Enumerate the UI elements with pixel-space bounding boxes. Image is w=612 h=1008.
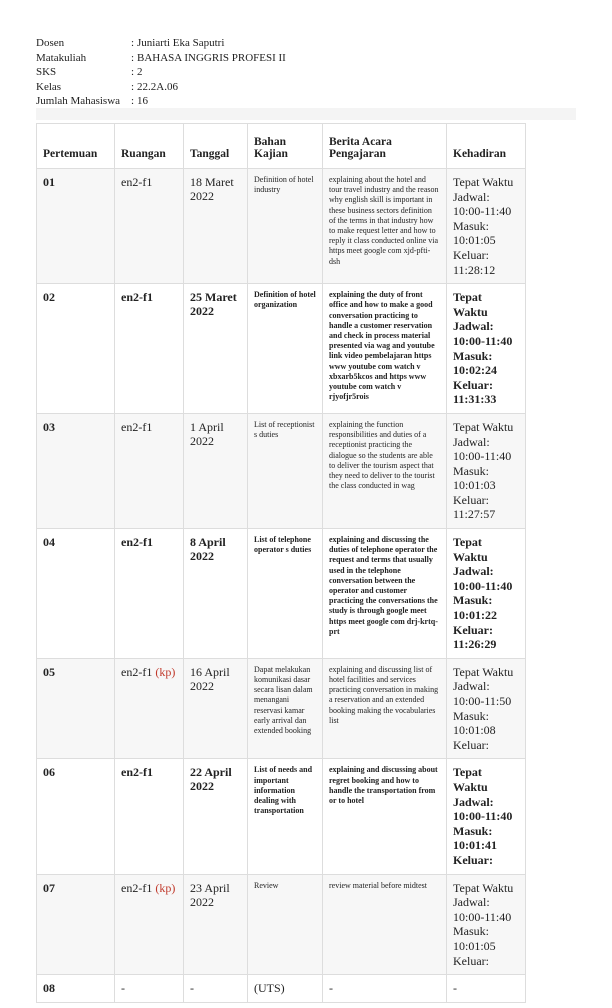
info-row-kelas: Kelas : 22.2A.06 <box>36 80 178 93</box>
cell-berita-acara: - <box>323 975 447 1003</box>
cell-tanggal: 8 April 2022 <box>184 529 248 659</box>
keluar-text: Keluar: 11:26:29 <box>453 622 497 652</box>
table-row <box>37 413 526 528</box>
jadwal-text: Jadwal: 10:00-11:40 <box>453 189 512 219</box>
jadwal-text: Jadwal: 10:00-11:40 <box>453 794 513 824</box>
cell-berita-acara: review material before midtest <box>323 874 447 975</box>
table-row <box>37 975 526 1003</box>
cell-kehadiran <box>447 759 526 874</box>
status-text: Tepat Waktu <box>453 765 488 794</box>
cell-bahan-kajian: List of telephone operator s duties <box>248 529 323 659</box>
room-label: en2-f1 <box>121 175 153 189</box>
info-row-matakuliah: Matakuliah : BAHASA INGGRIS PROFESI II <box>36 51 286 64</box>
cell-bahan-kajian: Review <box>248 874 323 975</box>
status-text: Tepat Waktu <box>453 535 488 564</box>
cell-pertemuan: 07 <box>37 874 115 975</box>
cell-kehadiran <box>447 169 526 284</box>
jadwal-text: Jadwal: 10:00-11:40 <box>453 564 513 593</box>
table-row <box>37 658 526 759</box>
cell-ruangan <box>115 759 184 874</box>
divider-strip <box>36 108 576 120</box>
cell-ruangan <box>115 975 184 1003</box>
header-pertemuan: Pertemuan <box>37 124 115 169</box>
table-row <box>37 759 526 874</box>
cell-kehadiran <box>447 284 526 414</box>
info-value: 16 <box>137 95 148 107</box>
cell-berita-acara: explaining and discussing the duties of telephone operator the request and terms that usually used in the telephone conversation between the operator and customer practicing the conversations the study is through google meet https meet google com drj-krtq-prt <box>323 529 447 659</box>
jadwal-text: Jadwal: 10:00-11:40 <box>453 895 512 924</box>
cell-tanggal: - <box>184 975 248 1003</box>
keluar-text: Keluar: <box>453 953 489 968</box>
cell-ruangan <box>115 874 184 975</box>
masuk-text: Masuk: 10:01:22 <box>453 593 497 623</box>
info-label: SKS <box>36 66 57 78</box>
keluar-text: Keluar: 11:28:12 <box>453 247 496 277</box>
masuk-text: Masuk: 10:02:24 <box>453 348 497 378</box>
cell-ruangan <box>115 169 184 284</box>
header-tanggal: Tanggal <box>184 124 248 169</box>
status-text: Tepat Waktu <box>453 175 514 189</box>
kp-badge: (kp) <box>155 880 176 895</box>
masuk-text: Masuk: 10:01:03 <box>453 463 496 493</box>
cell-pertemuan: 05 <box>37 658 115 759</box>
room-label: en2-f1 <box>121 535 153 550</box>
cell-bahan-kajian: (UTS) <box>248 975 323 1003</box>
table-row <box>37 284 526 414</box>
room-label: en2-f1 <box>121 290 153 305</box>
masuk-text: Masuk: 10:01:05 <box>453 218 496 248</box>
info-row-sks: SKS : 2 <box>36 66 143 78</box>
header-ruangan: Ruangan <box>115 124 184 169</box>
attendance-table <box>36 123 526 1003</box>
cell-berita-acara: explaining and discussing list of hotel facilities and services practicing conversation in making a reservation and an extended booking making the vocabularies list <box>323 658 447 759</box>
keluar-text: Keluar: <box>453 737 489 752</box>
cell-pertemuan: 04 <box>37 529 115 659</box>
info-value: Juniarti Eka Saputri <box>137 37 225 49</box>
cell-tanggal: 18 Maret 2022 <box>184 169 248 284</box>
cell-kehadiran <box>447 413 526 528</box>
status-text: - <box>453 981 457 996</box>
cell-ruangan <box>115 529 184 659</box>
info-row-jumlah-mahasiswa: Jumlah Mahasiswa : 16 <box>36 95 148 107</box>
table-header-row <box>37 124 526 169</box>
kp-badge: (kp) <box>155 664 176 679</box>
cell-bahan-kajian: Definition of hotel organization <box>248 284 323 414</box>
cell-tanggal: 16 April 2022 <box>184 658 248 759</box>
header-berita-acara: Berita Acara Pengajaran <box>323 124 447 169</box>
table-row <box>37 169 526 284</box>
info-label: Matakuliah <box>36 51 87 64</box>
cell-tanggal: 23 April 2022 <box>184 874 248 975</box>
masuk-text: Masuk: 10:01:08 <box>453 708 496 738</box>
status-text: Tepat Waktu <box>453 880 514 895</box>
cell-pertemuan: 06 <box>37 759 115 874</box>
cell-kehadiran <box>447 874 526 975</box>
info-label: Jumlah Mahasiswa <box>36 95 121 107</box>
info-value: BAHASA INGGRIS PROFESI II <box>137 51 286 64</box>
course-info <box>36 36 286 109</box>
room-label: en2-f1 <box>121 880 153 895</box>
status-text: Tepat Waktu <box>453 290 488 319</box>
cell-berita-acara: explaining the function responsibilities and duties of a receptionist practicing the dialogue so the students are able to deliver the tourism aspect that they need to deliver to the tourist the class conducted in wag <box>323 413 447 528</box>
cell-berita-acara: explaining the duty of front office and how to make a good conversation practicing to handle a customer reservation and check in process material presented via wag and youtube link video pembelajaran https www youtube com watch v xbxarb5kcos and https www youtube com watch v rjyofjr5rois <box>323 284 447 414</box>
cell-bahan-kajian: List of needs and important information dealing with transportation <box>248 759 323 874</box>
cell-bahan-kajian: Definition of hotel industry <box>248 169 323 284</box>
room-label: en2-f1 <box>121 419 153 434</box>
cell-pertemuan: 01 <box>37 169 115 284</box>
info-row-dosen: Dosen : Juniarti Eka Saputri <box>36 37 225 49</box>
keluar-text: Keluar: <box>453 852 493 867</box>
cell-pertemuan: 03 <box>37 413 115 528</box>
table-row <box>37 529 526 659</box>
jadwal-text: Jadwal: 10:00-11:50 <box>453 679 512 708</box>
cell-kehadiran <box>447 975 526 1003</box>
cell-kehadiran <box>447 658 526 759</box>
keluar-text: Keluar: 11:27:57 <box>453 492 496 522</box>
header-bahan-kajian: Bahan Kajian <box>248 124 323 169</box>
cell-pertemuan: 02 <box>37 284 115 414</box>
cell-bahan-kajian: Dapat melakukan komunikasi dasar secara lisan dalam menangani reservasi kamar early arrival dan extended booking <box>248 658 323 759</box>
cell-kehadiran <box>447 529 526 659</box>
masuk-text: Masuk: 10:01:41 <box>453 823 497 853</box>
keluar-text: Keluar: 11:31:33 <box>453 377 497 407</box>
info-label: Kelas <box>36 80 62 93</box>
cell-ruangan <box>115 284 184 414</box>
cell-ruangan <box>115 658 184 759</box>
jadwal-text: Jadwal: 10:00-11:40 <box>453 319 513 348</box>
table-row <box>37 874 526 975</box>
masuk-text: Masuk: 10:01:05 <box>453 924 496 953</box>
cell-tanggal: 25 Maret 2022 <box>184 284 248 414</box>
cell-ruangan <box>115 413 184 528</box>
room-label: - <box>121 981 125 996</box>
cell-bahan-kajian: List of receptionist s duties <box>248 413 323 528</box>
room-label: en2-f1 <box>121 664 153 679</box>
info-label: Dosen <box>36 37 65 49</box>
cell-tanggal: 22 April 2022 <box>184 759 248 874</box>
jadwal-text: Jadwal: 10:00-11:40 <box>453 434 512 464</box>
cell-berita-acara: explaining and discussing about regret booking and how to handle the transportation from or to hotel <box>323 759 447 874</box>
status-text: Tepat Waktu <box>453 419 514 434</box>
info-value: 2 <box>137 66 143 78</box>
cell-berita-acara: explaining about the hotel and tour travel industry and the reason why english skill is important in these business sectors definition of the terms in that industry how to make request letter and how to reply it class conducted online via https meet google com xjd-pfti-dsh <box>323 169 447 284</box>
cell-tanggal: 1 April 2022 <box>184 413 248 528</box>
header-kehadiran: Kehadiran <box>447 124 526 169</box>
status-text: Tepat Waktu <box>453 664 514 679</box>
cell-pertemuan: 08 <box>37 975 115 1003</box>
info-value: 22.2A.06 <box>137 80 178 93</box>
room-label: en2-f1 <box>121 765 153 780</box>
